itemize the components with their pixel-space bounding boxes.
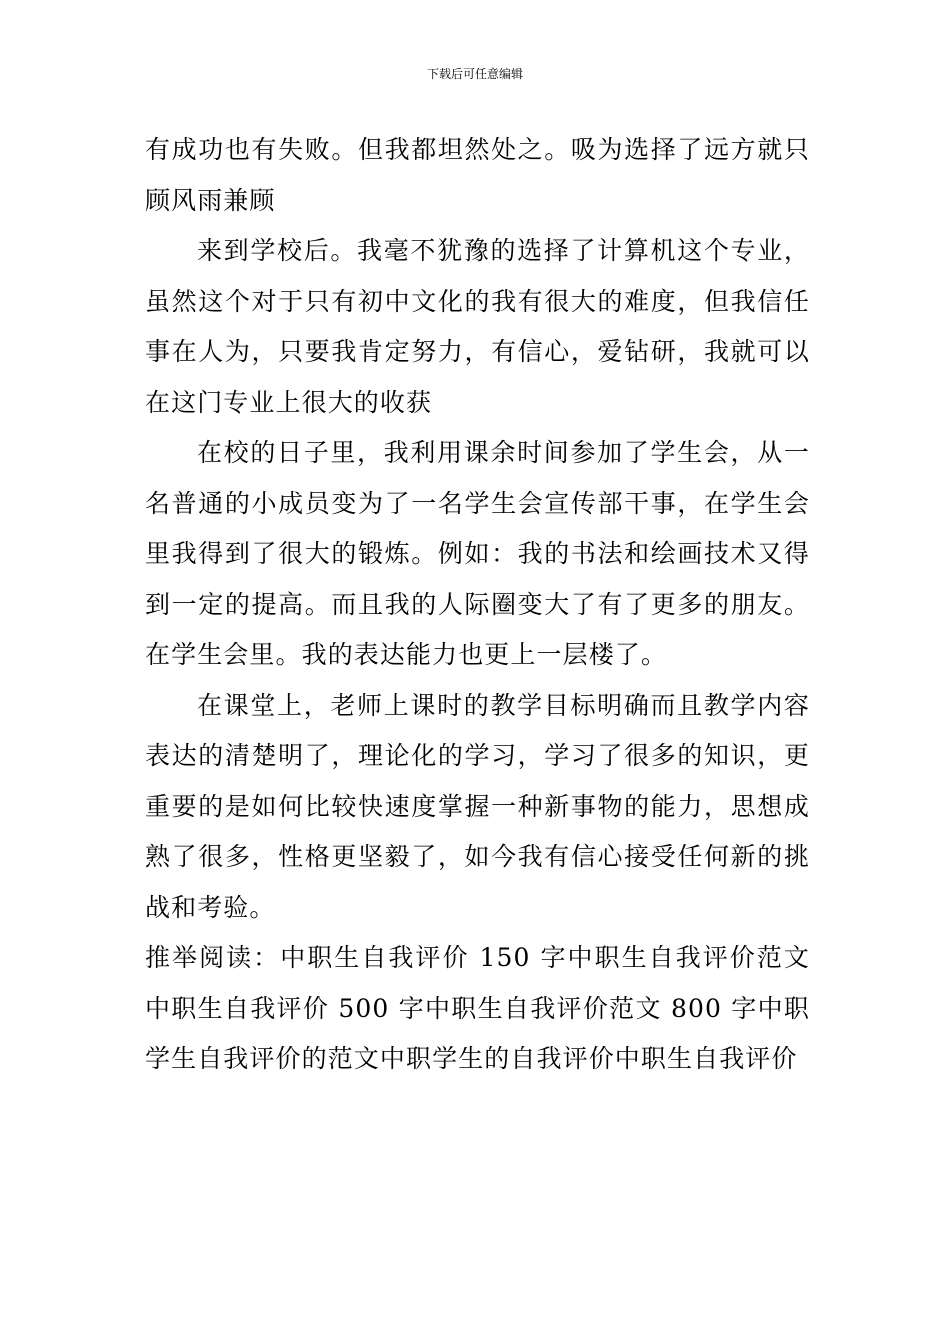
document-body [145, 125, 810, 1085]
paragraph-continuation: 有成功也有失败。但我都坦然处之。吸为选择了远方就只顾风雨兼顾 [145, 135, 810, 215]
paragraph-recommended-reading: 推举阅读：中职生自我评价 150 字中职生自我评价范文中职生自我评价 500 字中职生自我评价范文 800 字中职学生自我评价的范文中职学生的自我评价中职生自我评价 [145, 943, 810, 1073]
page-header: 下载后可任意编辑 [426, 67, 523, 81]
paragraph-major-choice: 来到学校后。我毫不犹豫的选择了计算机这个专业，虽然这个对于只有初中文化的我有很大的难度，但我信任事在人为，只要我肯定努力，有信心，爱钻研，我就可以在这门专业上很大的收获 [145, 236, 810, 417]
paragraph-student-union: 在校的日子里，我利用课余时间参加了学生会，从一名普通的小成员变为了一名学生会宣传部干事，在学生会里我得到了很大的锻炼。例如：我的书法和绘画技术又得到一定的提高。而且我的人际圈变大了有了更多的朋友。在学生会里。我的表达能力也更上一层楼了。 [145, 438, 810, 669]
paragraph-classroom: 在课堂上，老师上课时的教学目标明确而且教学内容表达的清楚明了，理论化的学习，学习了很多的知识，更重要的是如何比较快速度掌握一种新事物的能力，思想成熟了很多，性格更坚毅了，如今我有信心接受任何新的挑战和考验。 [145, 690, 810, 922]
